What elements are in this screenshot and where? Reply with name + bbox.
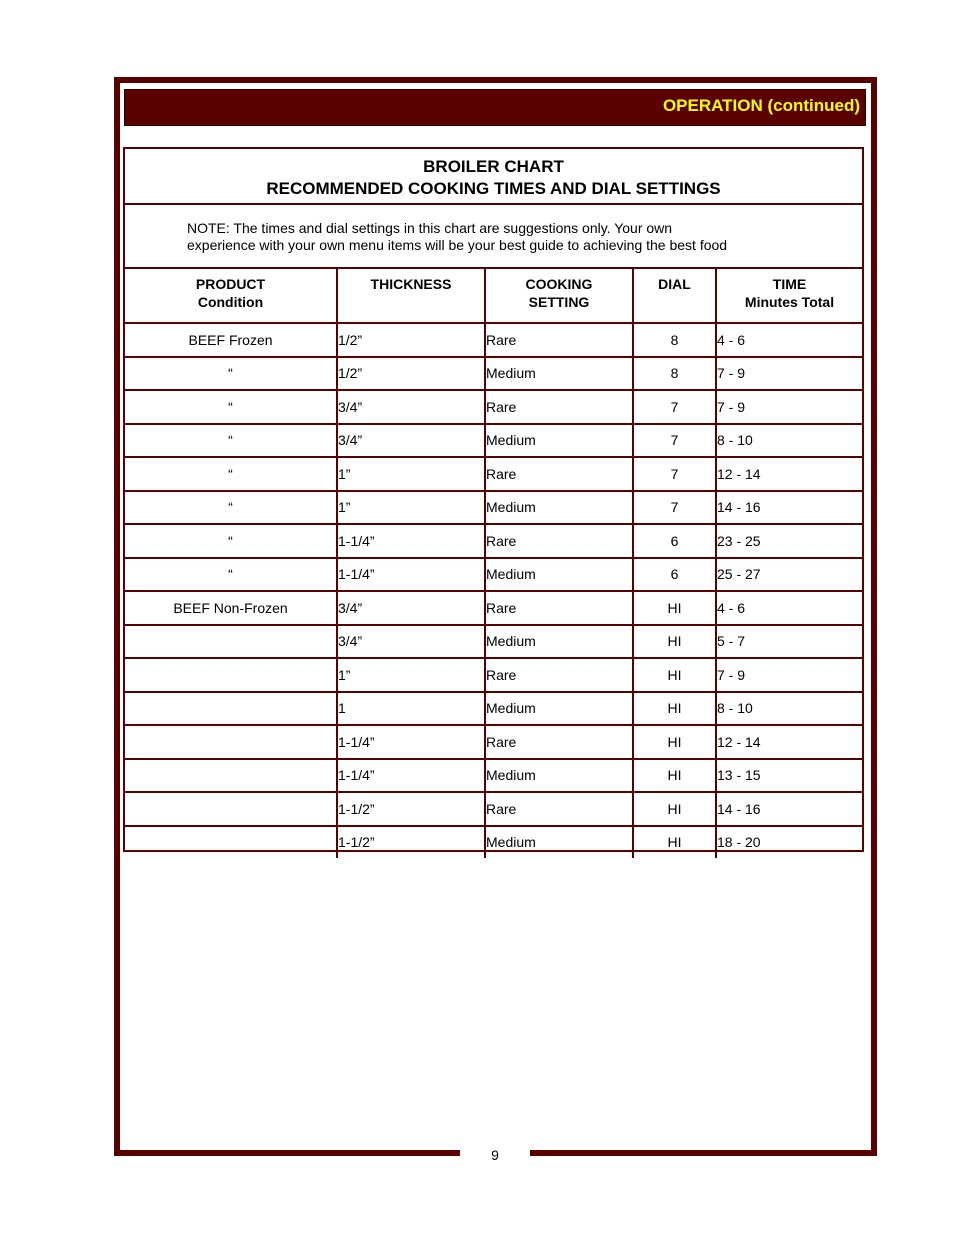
cell-thickness: 1-1/4”	[337, 759, 485, 793]
footer-rule-right	[530, 1150, 877, 1156]
table-row	[125, 692, 862, 726]
table-row	[125, 491, 862, 525]
chart-note-line-1: NOTE: The times and dial settings in this chart are suggestions only. Your own	[187, 220, 673, 236]
table-row	[125, 457, 862, 491]
chart-note-line-2: experience with your own menu items will be your best guide to achieving the best food	[187, 237, 728, 253]
cell-cooking-setting: Medium	[485, 357, 633, 391]
table-row	[125, 725, 862, 759]
cell-thickness: 3/4”	[337, 390, 485, 424]
cell-time: 8 - 10	[716, 692, 862, 726]
cell-time: 4 - 6	[716, 591, 862, 625]
cell-product: “	[125, 558, 337, 592]
cell-dial: 8	[633, 323, 716, 357]
cell-thickness: 1-1/2”	[337, 792, 485, 826]
table-row	[125, 591, 862, 625]
cell-time: 12 - 14	[716, 725, 862, 759]
chart-title-block	[125, 149, 862, 205]
cell-dial: HI	[633, 792, 716, 826]
column-header-thickness	[337, 269, 485, 323]
cell-dial: HI	[633, 658, 716, 692]
cell-thickness: 3/4”	[337, 591, 485, 625]
cell-dial: HI	[633, 759, 716, 793]
cell-thickness: 1”	[337, 491, 485, 525]
cell-cooking-setting: Rare	[485, 658, 633, 692]
cell-cooking-setting: Medium	[485, 625, 633, 659]
cell-cooking-setting: Rare	[485, 591, 633, 625]
cell-time: 25 - 27	[716, 558, 862, 592]
broiler-chart	[123, 147, 864, 852]
cell-thickness: 1/2”	[337, 323, 485, 357]
table-row	[125, 826, 862, 859]
cell-dial: 6	[633, 558, 716, 592]
table-row	[125, 792, 862, 826]
cell-cooking-setting: Medium	[485, 759, 633, 793]
cell-product: “	[125, 491, 337, 525]
cell-time: 7 - 9	[716, 658, 862, 692]
cell-product	[125, 725, 337, 759]
cell-thickness: 1-1/4”	[337, 524, 485, 558]
chart-note	[125, 205, 862, 269]
column-header-dial	[633, 269, 716, 323]
column-header-setting-line-2: SETTING	[528, 294, 590, 310]
cell-product: BEEF Non-Frozen	[125, 591, 337, 625]
table-header-row	[125, 269, 862, 323]
cell-cooking-setting: Medium	[485, 826, 633, 859]
cell-dial: HI	[633, 625, 716, 659]
cell-cooking-setting: Medium	[485, 692, 633, 726]
cell-time: 4 - 6	[716, 323, 862, 357]
cell-time: 7 - 9	[716, 390, 862, 424]
cell-dial: 7	[633, 491, 716, 525]
cell-thickness: 1-1/4”	[337, 558, 485, 592]
cell-thickness: 1”	[337, 457, 485, 491]
table-row	[125, 625, 862, 659]
cell-time: 14 - 16	[716, 491, 862, 525]
cell-time: 8 - 10	[716, 424, 862, 458]
table-row	[125, 424, 862, 458]
table-row	[125, 558, 862, 592]
cell-cooking-setting: Medium	[485, 491, 633, 525]
cell-product	[125, 625, 337, 659]
cell-product	[125, 692, 337, 726]
cell-dial: 7	[633, 424, 716, 458]
broiler-table	[125, 269, 862, 858]
cell-time: 18 - 20	[716, 826, 862, 859]
cell-cooking-setting: Rare	[485, 792, 633, 826]
cell-product	[125, 792, 337, 826]
cell-time: 5 - 7	[716, 625, 862, 659]
section-header-title: OPERATION (continued)	[662, 96, 860, 115]
cell-cooking-setting: Rare	[485, 725, 633, 759]
cell-time: 12 - 14	[716, 457, 862, 491]
column-header-dial-label: DIAL	[658, 276, 691, 292]
cell-cooking-setting: Rare	[485, 457, 633, 491]
cell-dial: HI	[633, 692, 716, 726]
cell-time: 14 - 16	[716, 792, 862, 826]
cell-time: 7 - 9	[716, 357, 862, 391]
column-header-product	[125, 269, 337, 323]
column-header-cooking-setting	[485, 269, 633, 323]
table-row	[125, 658, 862, 692]
cell-product	[125, 658, 337, 692]
cell-product: “	[125, 457, 337, 491]
table-row	[125, 759, 862, 793]
cell-thickness: 1”	[337, 658, 485, 692]
cell-cooking-setting: Medium	[485, 558, 633, 592]
cell-cooking-setting: Medium	[485, 424, 633, 458]
column-header-time	[716, 269, 862, 323]
cell-cooking-setting: Rare	[485, 323, 633, 357]
cell-product	[125, 826, 337, 859]
cell-product	[125, 759, 337, 793]
cell-dial: HI	[633, 725, 716, 759]
cell-product: “	[125, 390, 337, 424]
cell-product: “	[125, 424, 337, 458]
column-header-time-line-2: Minutes Total	[744, 294, 835, 310]
table-row	[125, 524, 862, 558]
table-row	[125, 390, 862, 424]
footer-rule-left	[114, 1150, 460, 1156]
section-header-bar	[124, 89, 866, 126]
cell-dial: 7	[633, 390, 716, 424]
cell-product: BEEF Frozen	[125, 323, 337, 357]
cell-product: “	[125, 357, 337, 391]
cell-dial: HI	[633, 826, 716, 859]
table-row	[125, 323, 862, 357]
cell-dial: 6	[633, 524, 716, 558]
page-number: 9	[491, 1147, 499, 1163]
chart-title: BROILER CHART	[423, 157, 564, 176]
cell-thickness: 1/2”	[337, 357, 485, 391]
cell-thickness: 1-1/4”	[337, 725, 485, 759]
column-header-thickness-label: THICKNESS	[370, 276, 452, 292]
cell-dial: 7	[633, 457, 716, 491]
cell-thickness: 3/4”	[337, 625, 485, 659]
cell-dial: 8	[633, 357, 716, 391]
column-header-setting-line-1: COOKING	[525, 276, 593, 292]
column-header-product-line-1: PRODUCT	[195, 276, 266, 292]
cell-time: 13 - 15	[716, 759, 862, 793]
cell-dial: HI	[633, 591, 716, 625]
column-header-time-line-1: TIME	[772, 276, 807, 292]
cell-thickness: 1-1/2”	[337, 826, 485, 859]
cell-cooking-setting: Rare	[485, 524, 633, 558]
table-row	[125, 357, 862, 391]
table-body	[125, 323, 862, 858]
cell-product: “	[125, 524, 337, 558]
cell-time: 23 - 25	[716, 524, 862, 558]
cell-cooking-setting: Rare	[485, 390, 633, 424]
chart-subtitle: RECOMMENDED COOKING TIMES AND DIAL SETTINGS	[266, 179, 721, 198]
cell-thickness: 1	[337, 692, 485, 726]
cell-thickness: 3/4”	[337, 424, 485, 458]
column-header-product-line-2: Condition	[197, 294, 264, 310]
